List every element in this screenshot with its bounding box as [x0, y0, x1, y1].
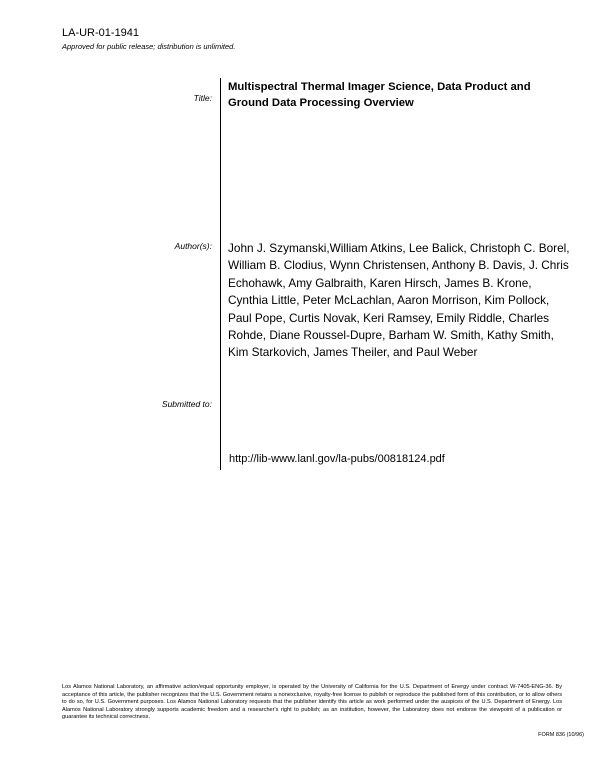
submitted-to-label: Submitted to: [161, 399, 212, 409]
document-title: Multispectral Thermal Imager Science, Data Product and Ground Data Processing Overview [228, 81, 531, 109]
authors-label: Author(s): [174, 241, 212, 251]
release-note: Approved for public release; distribution is unlimited. [62, 42, 236, 51]
document-url[interactable]: http://lib-www.lanl.gov/la-pubs/00818124.pdf [229, 453, 445, 465]
title-label: Title: [193, 93, 212, 103]
report-number: LA-UR-01-1941 [62, 27, 140, 39]
vertical-divider [220, 78, 221, 470]
author-list: John J. Szymanski,William Atkins, Lee Balick, Christoph C. Borel, William B. Clodius, Wynn Christensen, Anthony B. Davis, J. Chris Echohawk, Amy Galbraith, Karen Hirsch, James B. Krone, Cynthia Little, Peter McLachlan, Aaron Morrison, Kim Pollock, Paul Pope, Curtis Novak, Keri Ramsey, Emily Riddle, Charles Rohde, Diane Roussel-Dupre, Barham W. Smith, Kathy Smith, Kim Starkovich, James Theiler, and Paul Weber [228, 241, 570, 360]
form-id: FORM 836 (10/96) [538, 732, 584, 738]
footer-disclaimer: Los Alamos National Laboratory, an affirmative action/equal opportunity employer, is operated by the University of California for the U.S. Department of Energy under contract W-7405-ENG-36. By acceptance of this article, the publisher recognizes that the U.S. Government retains a nonexclusive, royalty-free license to publish or reproduce the published form of this contribution, or to allow others to do so, for U.S. Government purposes. Los Alamos National Laboratory requests that the publisher identify this article as work performed under the auspices of the U.S. Department of Energy. Los Alamos National Laboratory strongly supports academic freedom and a researcher's right to publish; as an institution, however, the Laboratory does not endorse the viewpoint of a publication or guarantee its technical correctness. [62, 684, 562, 721]
